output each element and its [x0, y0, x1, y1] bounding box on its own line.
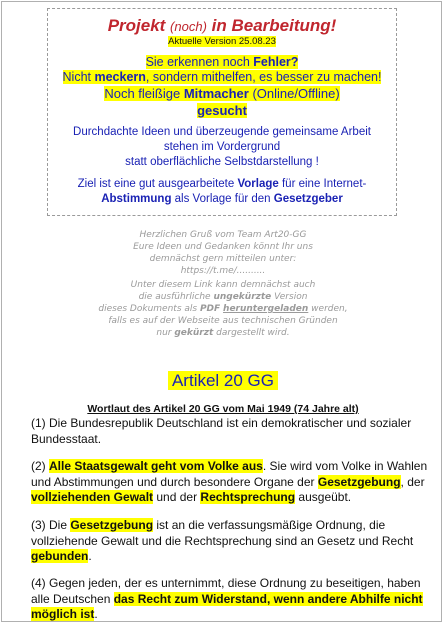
article-paragraph-3: (3) Die Gesetzgebung ist an die verfassungsmäßige Ordnung, die vollziehende Gewalt und die Rechtsprechung sind an Gesetz und Recht gebunden. — [31, 518, 414, 563]
article-title: Artikel 20 GG — [0, 370, 446, 392]
notice-ideas-text: Durchdachte Ideen und überzeugende gemeinsame Arbeit stehen im Vordergrund statt oberflächliche Selbstdarstellung ! — [73, 126, 371, 168]
version-label: Aktuelle Version 25.08.23 — [168, 36, 276, 47]
notice-line-errors: Sie erkennen noch Fehler? — [145, 55, 299, 69]
notice-line-helpers: Noch fleißige Mitmacher (Online/Offline) — [104, 86, 340, 101]
article-paragraph-1: (1) Die Bundesrepublik Deutschland ist ein demokratischer und sozialer Bundesstaat. — [31, 416, 412, 446]
download-note: Unter diesem Link kann demnächst auch die ausführliche ungekürzte Version dieses Dokuments als PDF heruntergeladen werden, falls es auf der Webseite aus technischen Gründen nur gekürzt dargestellt wird. — [98, 280, 348, 338]
notice-goal-text: Ziel ist eine gut ausgearbeitete Vorlage für eine Internet- Abstimmung als Vorlage für den Gesetzgeber — [77, 178, 367, 205]
team-greeting: Herzlichen Gruß vom Team Art20-GG Eure Ideen und Gedanken könnt Ihr uns demnächst gern mitteilen unter: https://t.me/.......... — [90, 229, 356, 277]
work-in-progress-notice — [47, 8, 397, 216]
article-paragraph-4: (4) Gegen jeden, der es unternimmt, diese Ordnung zu beseitigen, haben alle Deutschen das Recht zum Widerstand, wenn andere Abhilfe nicht möglich ist. — [31, 576, 423, 621]
notice-line-wanted: gesucht — [197, 103, 247, 118]
notice-title: Projekt (noch) in Bearbeitung! — [107, 16, 337, 35]
notice-line-help: Nicht meckern, sondern mithelfen, es besser zu machen! — [62, 70, 382, 84]
article-paragraph-2: (2) Alle Staatsgewalt geht vom Volke aus. Sie wird vom Volke in Wahlen und Abstimmungen und durch besondere Organe der Gesetzgebung, der vollziehenden Gewalt und der Rechtsprechung ausgeübt. — [31, 459, 428, 504]
article-subtitle: Wortlaut des Artikel 20 GG vom Mai 1949 (74 Jahre alt) — [87, 403, 359, 415]
download-link[interactable]: heruntergeladen — [223, 304, 309, 314]
telegram-link[interactable]: https://t.me/.......... — [180, 266, 266, 276]
